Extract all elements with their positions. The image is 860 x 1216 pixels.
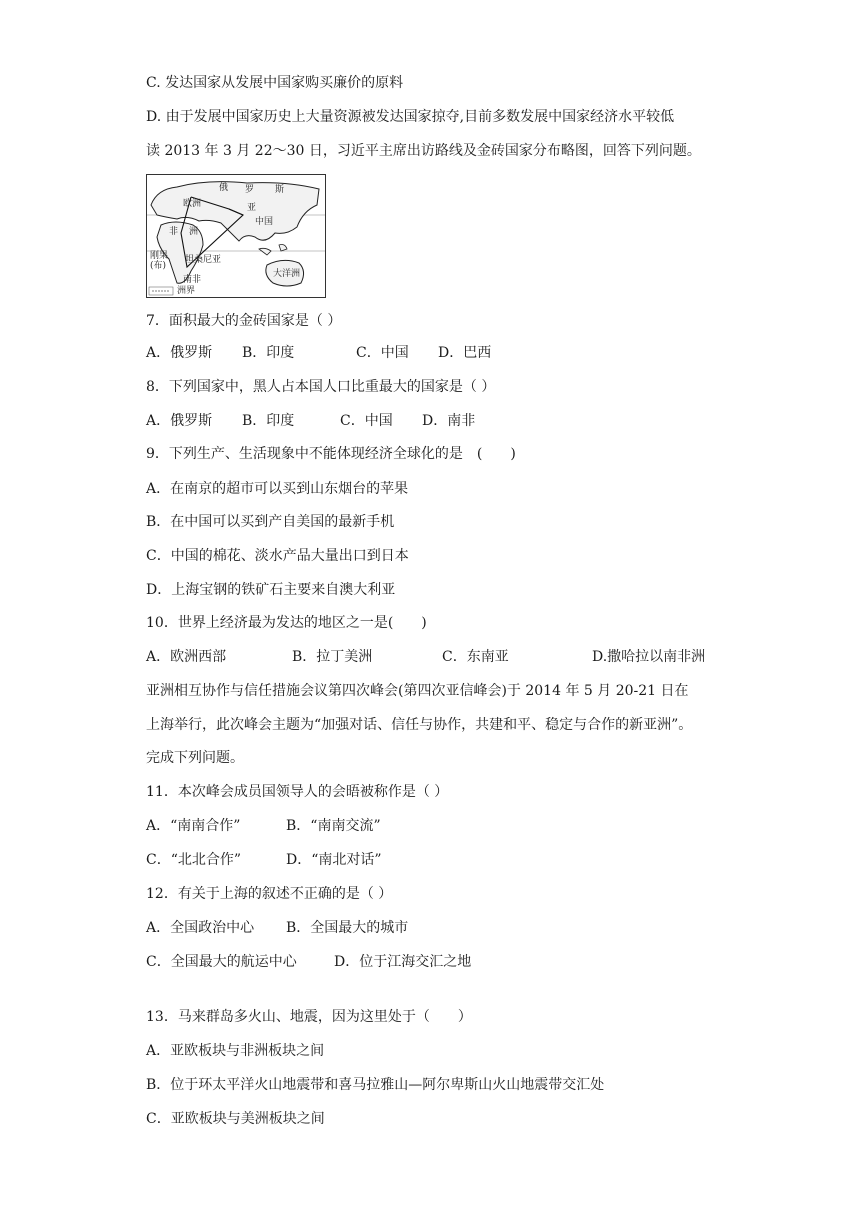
q8-option-a: A．俄罗斯 <box>146 413 213 429</box>
q12-option-d: D．位于江海交汇之地 <box>334 954 472 970</box>
q7-option-b: B．印度 <box>242 345 295 361</box>
question-10-options <box>146 647 746 667</box>
question-8: 8．下列国家中，黑人占本国人口比重最大的国家是（ ） <box>146 379 496 395</box>
passage-line-2: 上海举行，此次峰会主题为“加强对话、信任与协作，共建和平、稳定与合作的新亚洲”。 <box>146 717 693 733</box>
q13-option-c: C．亚欧板块与美洲板块之间 <box>146 1111 325 1127</box>
map-label-oceania: 大洋洲 <box>273 269 301 279</box>
q10-option-d: D.撒哈拉以南非洲 <box>592 649 706 665</box>
map-label-europe: 欧洲 <box>183 199 202 209</box>
map-label-asia: 亚 <box>247 203 257 213</box>
map-label-south-africa: 南非 <box>183 275 202 285</box>
q10-option-b: B．拉丁美洲 <box>292 649 373 665</box>
option-c-line: C. 发达国家从发展中国家购买廉价的原料 <box>146 75 404 91</box>
q9-option-d: D．上海宝钢的铁矿石主要来自澳大利亚 <box>146 582 396 598</box>
question-11-options-row-1 <box>146 816 746 836</box>
question-12-options-row-1 <box>146 918 746 938</box>
map-label-china: 中国 <box>255 217 274 227</box>
q8-option-b: B．印度 <box>242 413 295 429</box>
map-label-tanzania: 坦桑尼亚 <box>185 255 222 265</box>
q11-option-b: B．“南南交流” <box>286 818 381 834</box>
q11-option-c: C．“北北合作” <box>146 852 242 868</box>
question-7-options <box>146 343 746 363</box>
map-label-congo: 刚果 <box>150 251 169 261</box>
map-label-congo-note: (布) <box>150 261 167 271</box>
q9-option-b: B．在中国可以买到产自美国的最新手机 <box>146 514 395 530</box>
map-label-russia-1: 俄 <box>219 183 229 193</box>
question-11-options-row-2 <box>146 850 746 870</box>
q7-option-c: C．中国 <box>356 345 409 361</box>
passage-line-3: 完成下列问题。 <box>146 750 244 766</box>
passage-line-1: 亚洲相互协作与信任措施会议第四次峰会(第四次亚信峰会)于 2014 年 5 月 20-21 日在 <box>146 683 689 699</box>
question-7: 7．面积最大的金砖国家是（ ） <box>146 313 342 329</box>
q9-option-a: A．在南京的超市可以买到山东烟台的苹果 <box>146 481 409 497</box>
q11-option-d: D．“南北对话” <box>286 852 382 868</box>
route-map-figure <box>146 174 326 298</box>
map-label-africa-2: 洲 <box>189 227 199 237</box>
question-9: 9．下列生产、生活现象中不能体现经济全球化的是 ( ) <box>146 446 516 462</box>
question-8-options <box>146 411 746 431</box>
q13-option-b: B．位于环太平洋火山地震带和喜马拉雅山—阿尔卑斯山火山地震带交汇处 <box>146 1077 605 1093</box>
option-d-line: D. 由于发展中国家历史上大量资源被发达国家掠夺,目前多数发展中国家经济水平较低 <box>146 109 675 125</box>
question-12: 12．有关于上海的叙述不正确的是（ ） <box>146 886 393 902</box>
q12-option-c: C．全国最大的航运中心 <box>146 954 297 970</box>
q10-option-a: A．欧洲西部 <box>146 649 227 665</box>
q9-option-c: C．中国的棉花、淡水产品大量出口到日本 <box>146 548 409 564</box>
q11-option-a: A．“南南合作” <box>146 818 241 834</box>
map-label-russia-3: 斯 <box>275 185 285 195</box>
map-question-intro: 读 2013 年 3 月 22～30 日，习近平主席出访路线及金砖国家分布略图，回答下列问题。 <box>146 143 701 159</box>
map-label-africa-1: 非 <box>169 227 179 237</box>
q12-option-a: A．全国政治中心 <box>146 920 255 936</box>
q8-option-d: D．南非 <box>422 413 476 429</box>
q7-option-a: A．俄罗斯 <box>146 345 213 361</box>
question-11: 11．本次峰会成员国领导人的会晤被称作是（ ） <box>146 784 449 800</box>
question-13: 13．马来群岛多火山、地震，因为这里处于（ ） <box>146 1009 472 1025</box>
map-label-russia-2: 罗 <box>245 185 255 195</box>
q10-option-c: C．东南亚 <box>442 649 509 665</box>
q8-option-c: C．中国 <box>340 413 393 429</box>
q12-option-b: B．全国最大的城市 <box>286 920 409 936</box>
q13-option-a: A．亚欧板块与非洲板块之间 <box>146 1043 325 1059</box>
question-10: 10．世界上经济最为发达的地区之一是( ) <box>146 615 427 631</box>
question-12-options-row-2 <box>146 952 746 972</box>
q7-option-d: D．巴西 <box>438 345 492 361</box>
map-legend-boundary: 洲界 <box>177 286 196 296</box>
